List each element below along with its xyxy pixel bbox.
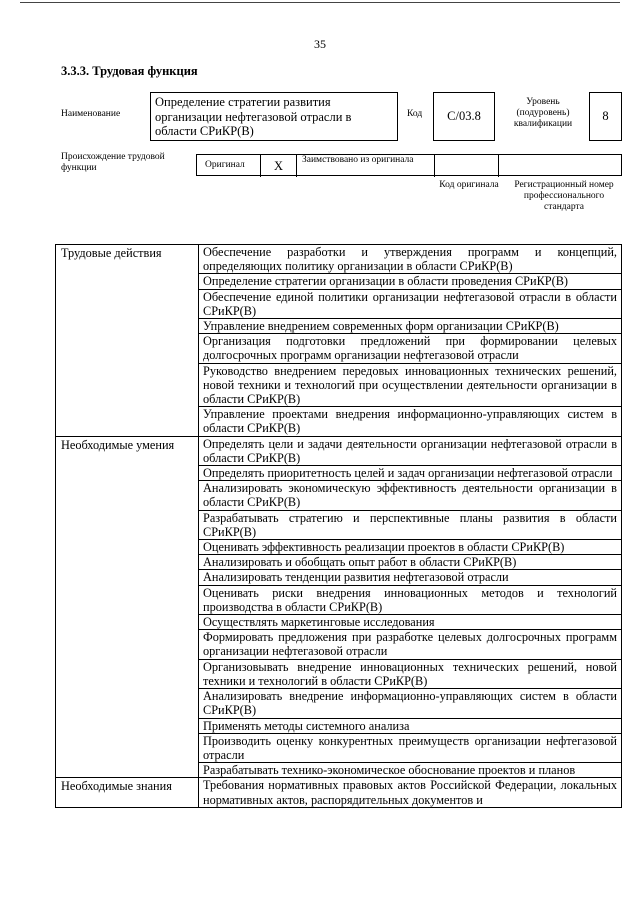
origin-row — [196, 154, 622, 176]
table-row — [56, 245, 622, 274]
table-cell-item: Анализировать экономическую эффективность деятельности организации в области СРиКР(В) — [199, 481, 622, 510]
table-cell-item: Оценивать риски внедрения инновационных методов и технологий производства в области СРиКР(В) — [199, 585, 622, 614]
code-original-caption: Код оригинала — [439, 180, 499, 190]
table-row — [56, 436, 622, 465]
borrowed-label: Заимствовано из оригинала — [297, 155, 435, 177]
table-cell-item: Обеспечение разработки и утверждения программ и концепций, определяющих политику организации в области СРиКР(В) — [199, 245, 622, 274]
table-cell-item: Применять методы системного анализа — [199, 718, 622, 733]
table-cell-item: Анализировать внедрение информационно-управляющих систем в области СРиКР(В) — [199, 689, 622, 718]
table-cell-item: Организация подготовки предложений при формировании целевых долгосрочных программ организации нефтегазовой отрасли — [199, 334, 622, 363]
code-original-cell — [435, 155, 499, 177]
table-cell-item: Определять цели и задачи деятельности организации нефтегазовой отрасли в области СРиКР(В) — [199, 436, 622, 465]
table-cell-item: Требования нормативных правовых актов Российской Федерации, локальных нормативных актов, распорядительных документов и — [199, 778, 622, 807]
table-cell-item: Руководство внедрением передовых инновационных технических решений, новой техники и технологий при осуществлении деятельности организации в области СРиКР(В) — [199, 363, 622, 407]
table-cell-item: Производить оценку конкурентных преимуществ организации нефтегазовой отрасли — [199, 733, 622, 762]
level-label: Уровень (подуровень) квалификации — [513, 97, 573, 129]
table-cell-item: Организовывать внедрение инновационных технических решений, новой техники и технологий в области СРиКР(В) — [199, 659, 622, 688]
table-cell-item: Оценивать эффективность реализации проектов в области СРиКР(В) — [199, 540, 622, 555]
table-row — [56, 778, 622, 807]
section-title: 3.3.3. Трудовая функция — [61, 64, 198, 78]
table-cell-item: Разрабатывать технико-экономическое обоснование проектов и планов — [199, 763, 622, 778]
section-category-label: Трудовые действия — [56, 245, 199, 437]
origin-label: Происхождение трудовой функции — [61, 152, 165, 173]
name-value-box: Определение стратегии развития организации нефтегазовой отрасли в области СРиКР(В) — [150, 92, 398, 141]
name-label: Наименование — [61, 109, 121, 119]
code-value-box: C/03.8 — [433, 92, 495, 141]
top-border-line — [20, 2, 620, 3]
table-cell-item: Разрабатывать стратегию и перспективные планы развития в области СРиКР(В) — [199, 510, 622, 539]
table-cell-item: Осуществлять маркетинговые исследования — [199, 615, 622, 630]
original-label: Оригинал — [197, 155, 261, 177]
level-value-box: 8 — [589, 92, 622, 141]
table-cell-item: Формировать предложения при разработке целевых долгосрочных программ организации нефтегазовой отрасли — [199, 630, 622, 659]
section-category-label: Необходимые умения — [56, 436, 199, 778]
code-label: Код — [407, 109, 423, 119]
reg-number-caption: Регистрационный номер профессионального стандарта — [514, 180, 614, 212]
page-number: 35 — [314, 37, 326, 51]
original-mark: X — [261, 155, 297, 177]
table-cell-item: Обеспечение единой политики организации нефтегазовой отрасли в области СРиКР(В) — [199, 289, 622, 318]
function-table-body — [56, 245, 622, 808]
table-cell-item: Анализировать тенденции развития нефтегазовой отрасли — [199, 570, 622, 585]
reg-number-cell — [499, 155, 621, 177]
section-category-label: Необходимые знания — [56, 778, 199, 807]
table-cell-item: Определять приоритетность целей и задач организации нефтегазовой отрасли — [199, 466, 622, 481]
table-cell-item: Управление внедрением современных форм организации СРиКР(В) — [199, 319, 622, 334]
table-cell-item: Управление проектами внедрения информационно-управляющих систем в области СРиКР(В) — [199, 407, 622, 436]
table-cell-item: Определение стратегии организации в области проведения СРиКР(В) — [199, 274, 622, 289]
function-table — [55, 244, 622, 808]
table-cell-item: Анализировать и обобщать опыт работ в области СРиКР(В) — [199, 555, 622, 570]
